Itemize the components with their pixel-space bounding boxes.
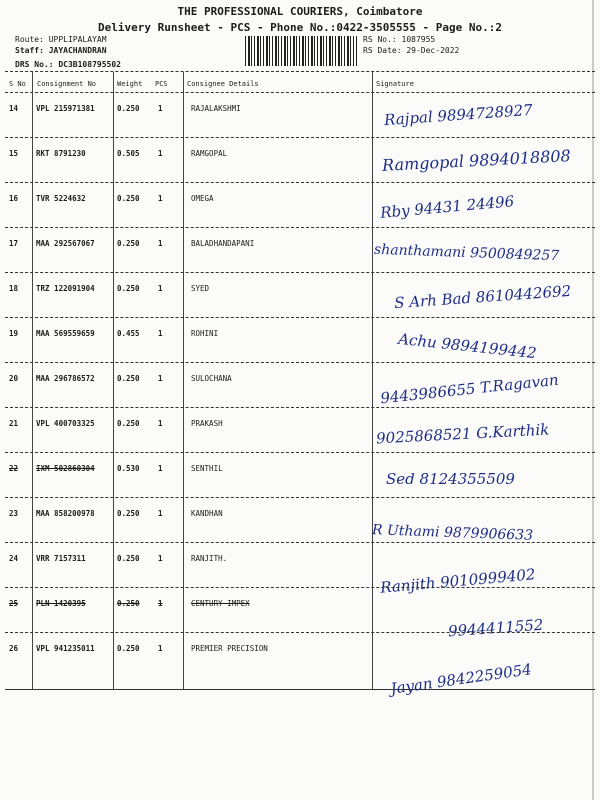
row-consignment: TRZ 122091904 [36,284,95,293]
column-header-consignment: Consignment No [37,80,97,88]
row-sno: 14 [9,104,19,113]
rs-number: RS No.: 1087955 [363,35,436,44]
row-pcs: 1 [158,419,163,428]
barcode-graphic [245,36,357,66]
signature-handwriting: Rby 94431 24496 [379,192,515,222]
row-consignee: BALADHANDAPANI [191,239,255,248]
table-row [0,542,600,597]
row-pcs: 1 [158,104,163,113]
signature-handwriting: Ranjith 9010999402 [379,565,537,597]
row-sno: 23 [9,509,19,518]
table-row [0,452,600,497]
signature-handwriting: 9944411552 [447,615,544,641]
row-pcs: 1 [158,554,163,563]
row-consignee: SULOCHANA [191,374,232,383]
row-consignee: SYED [191,284,210,293]
row-consignment: VPL 941235011 [36,644,95,653]
signature-handwriting: Achu 9894199442 [397,329,538,363]
row-sno: 25 [9,599,19,608]
row-consignment: MAA 296786572 [36,374,95,383]
row-pcs: 1 [158,239,163,248]
table-row [0,92,600,137]
table-row [0,632,600,698]
row-consignee: OMEGA [191,194,214,203]
table-row [0,407,600,452]
row-weight: 0.505 [117,149,140,158]
signature-handwriting: Sed 8124355509 [386,470,515,488]
column-header-weight: Weight [117,80,143,88]
row-consignment: RKT 8791230 [36,149,86,158]
row-weight: 0.250 [117,284,140,293]
table-row [0,497,600,542]
table-bottom-rule [5,689,595,690]
row-consignee: ROHINI [191,329,219,338]
row-pcs: 1 [158,464,163,473]
row-weight: 0.250 [117,419,140,428]
row-consignment: VPL 400703325 [36,419,95,428]
row-sno: 21 [9,419,19,428]
table-row [0,227,600,272]
row-consignment: VRR 7157311 [36,554,86,563]
row-pcs: 1 [158,329,163,338]
row-pcs: 1 [158,194,163,203]
signature-handwriting: 9443986655 T.Ragavan [379,370,560,408]
table-row [0,272,600,317]
signature-handwriting: Rajpal 9894728927 [383,100,534,130]
row-weight: 0.250 [117,644,140,653]
signature-handwriting: shanthamani 9500849257 [373,241,560,265]
row-consignment: TVR 5224632 [36,194,86,203]
row-sno: 24 [9,554,19,563]
row-weight: 0.250 [117,194,140,203]
row-weight: 0.530 [117,464,140,473]
row-weight: 0.455 [117,329,140,338]
row-consignment: IXM 502860304 [36,464,95,473]
row-consignment: MAA 569559659 [36,329,95,338]
row-weight: 0.250 [117,554,140,563]
row-consignee: CENTURY IMPEX [191,599,250,608]
row-weight: 0.250 [117,104,140,113]
row-consignee: PRAKASH [191,419,223,428]
row-pcs: 1 [158,599,163,608]
row-consignee: RAJALAKSHMI [191,104,241,113]
row-pcs: 1 [158,644,163,653]
row-sno: 22 [9,464,19,473]
table-row [0,317,600,362]
table-row [0,137,600,182]
row-weight: 0.250 [117,599,140,608]
signature-handwriting: R Uthami 9879906633 [371,522,534,544]
row-consignee: KANDHAN [191,509,223,518]
column-header-pcs: PCS [155,80,168,88]
header-top-rule [5,71,595,72]
row-pcs: 1 [158,374,163,383]
row-consignment: VPL 215971381 [36,104,95,113]
row-sno: 26 [9,644,19,653]
route-label: Route: UPPLIPALAYAM [15,35,107,44]
row-sno: 18 [9,284,19,293]
signature-handwriting: S Arh Bad 8610442692 [393,281,572,313]
row-consignee: SENTHIL [191,464,223,473]
signature-handwriting: 9025868521 G.Karthik [375,420,550,448]
row-consignment: MAA 292567067 [36,239,95,248]
row-weight: 0.250 [117,374,140,383]
row-sno: 16 [9,194,19,203]
row-sno: 17 [9,239,19,248]
signature-handwriting: Ramgopal 9894018808 [381,146,572,175]
document-subtitle: Delivery Runsheet - PCS - Phone No.:0422-3505555 - Page No.:2 [98,21,502,34]
row-weight: 0.250 [117,509,140,518]
row-sno: 15 [9,149,19,158]
staff-label: Staff: JAYACHANDRAN [15,46,107,55]
table-row [0,587,600,641]
row-pcs: 1 [158,149,163,158]
signature-handwriting: Jayan 9842259054 [389,660,533,698]
column-header-sno: S No [9,80,26,88]
rs-date: RS Date: 29-Dec-2022 [363,46,460,55]
table-row [0,182,600,227]
row-pcs: 1 [158,509,163,518]
table-row [0,362,600,407]
row-consignee: RANJITH. [191,554,228,563]
row-consignee: RAMGOPAL [191,149,228,158]
column-header-consignee: Consignee Details [187,80,259,88]
row-consignee: PREMIER PRECISION [191,644,268,653]
drs-number: DRS No.: DC3B108795502 [15,60,121,69]
row-consignment: PLN 1420395 [36,599,86,608]
row-sno: 20 [9,374,19,383]
row-weight: 0.250 [117,239,140,248]
row-sno: 19 [9,329,19,338]
document-title: THE PROFESSIONAL COURIERS, Coimbatore [177,5,423,18]
column-header-signature: Signature [376,80,414,88]
row-consignment: MAA 858200978 [36,509,95,518]
row-pcs: 1 [158,284,163,293]
